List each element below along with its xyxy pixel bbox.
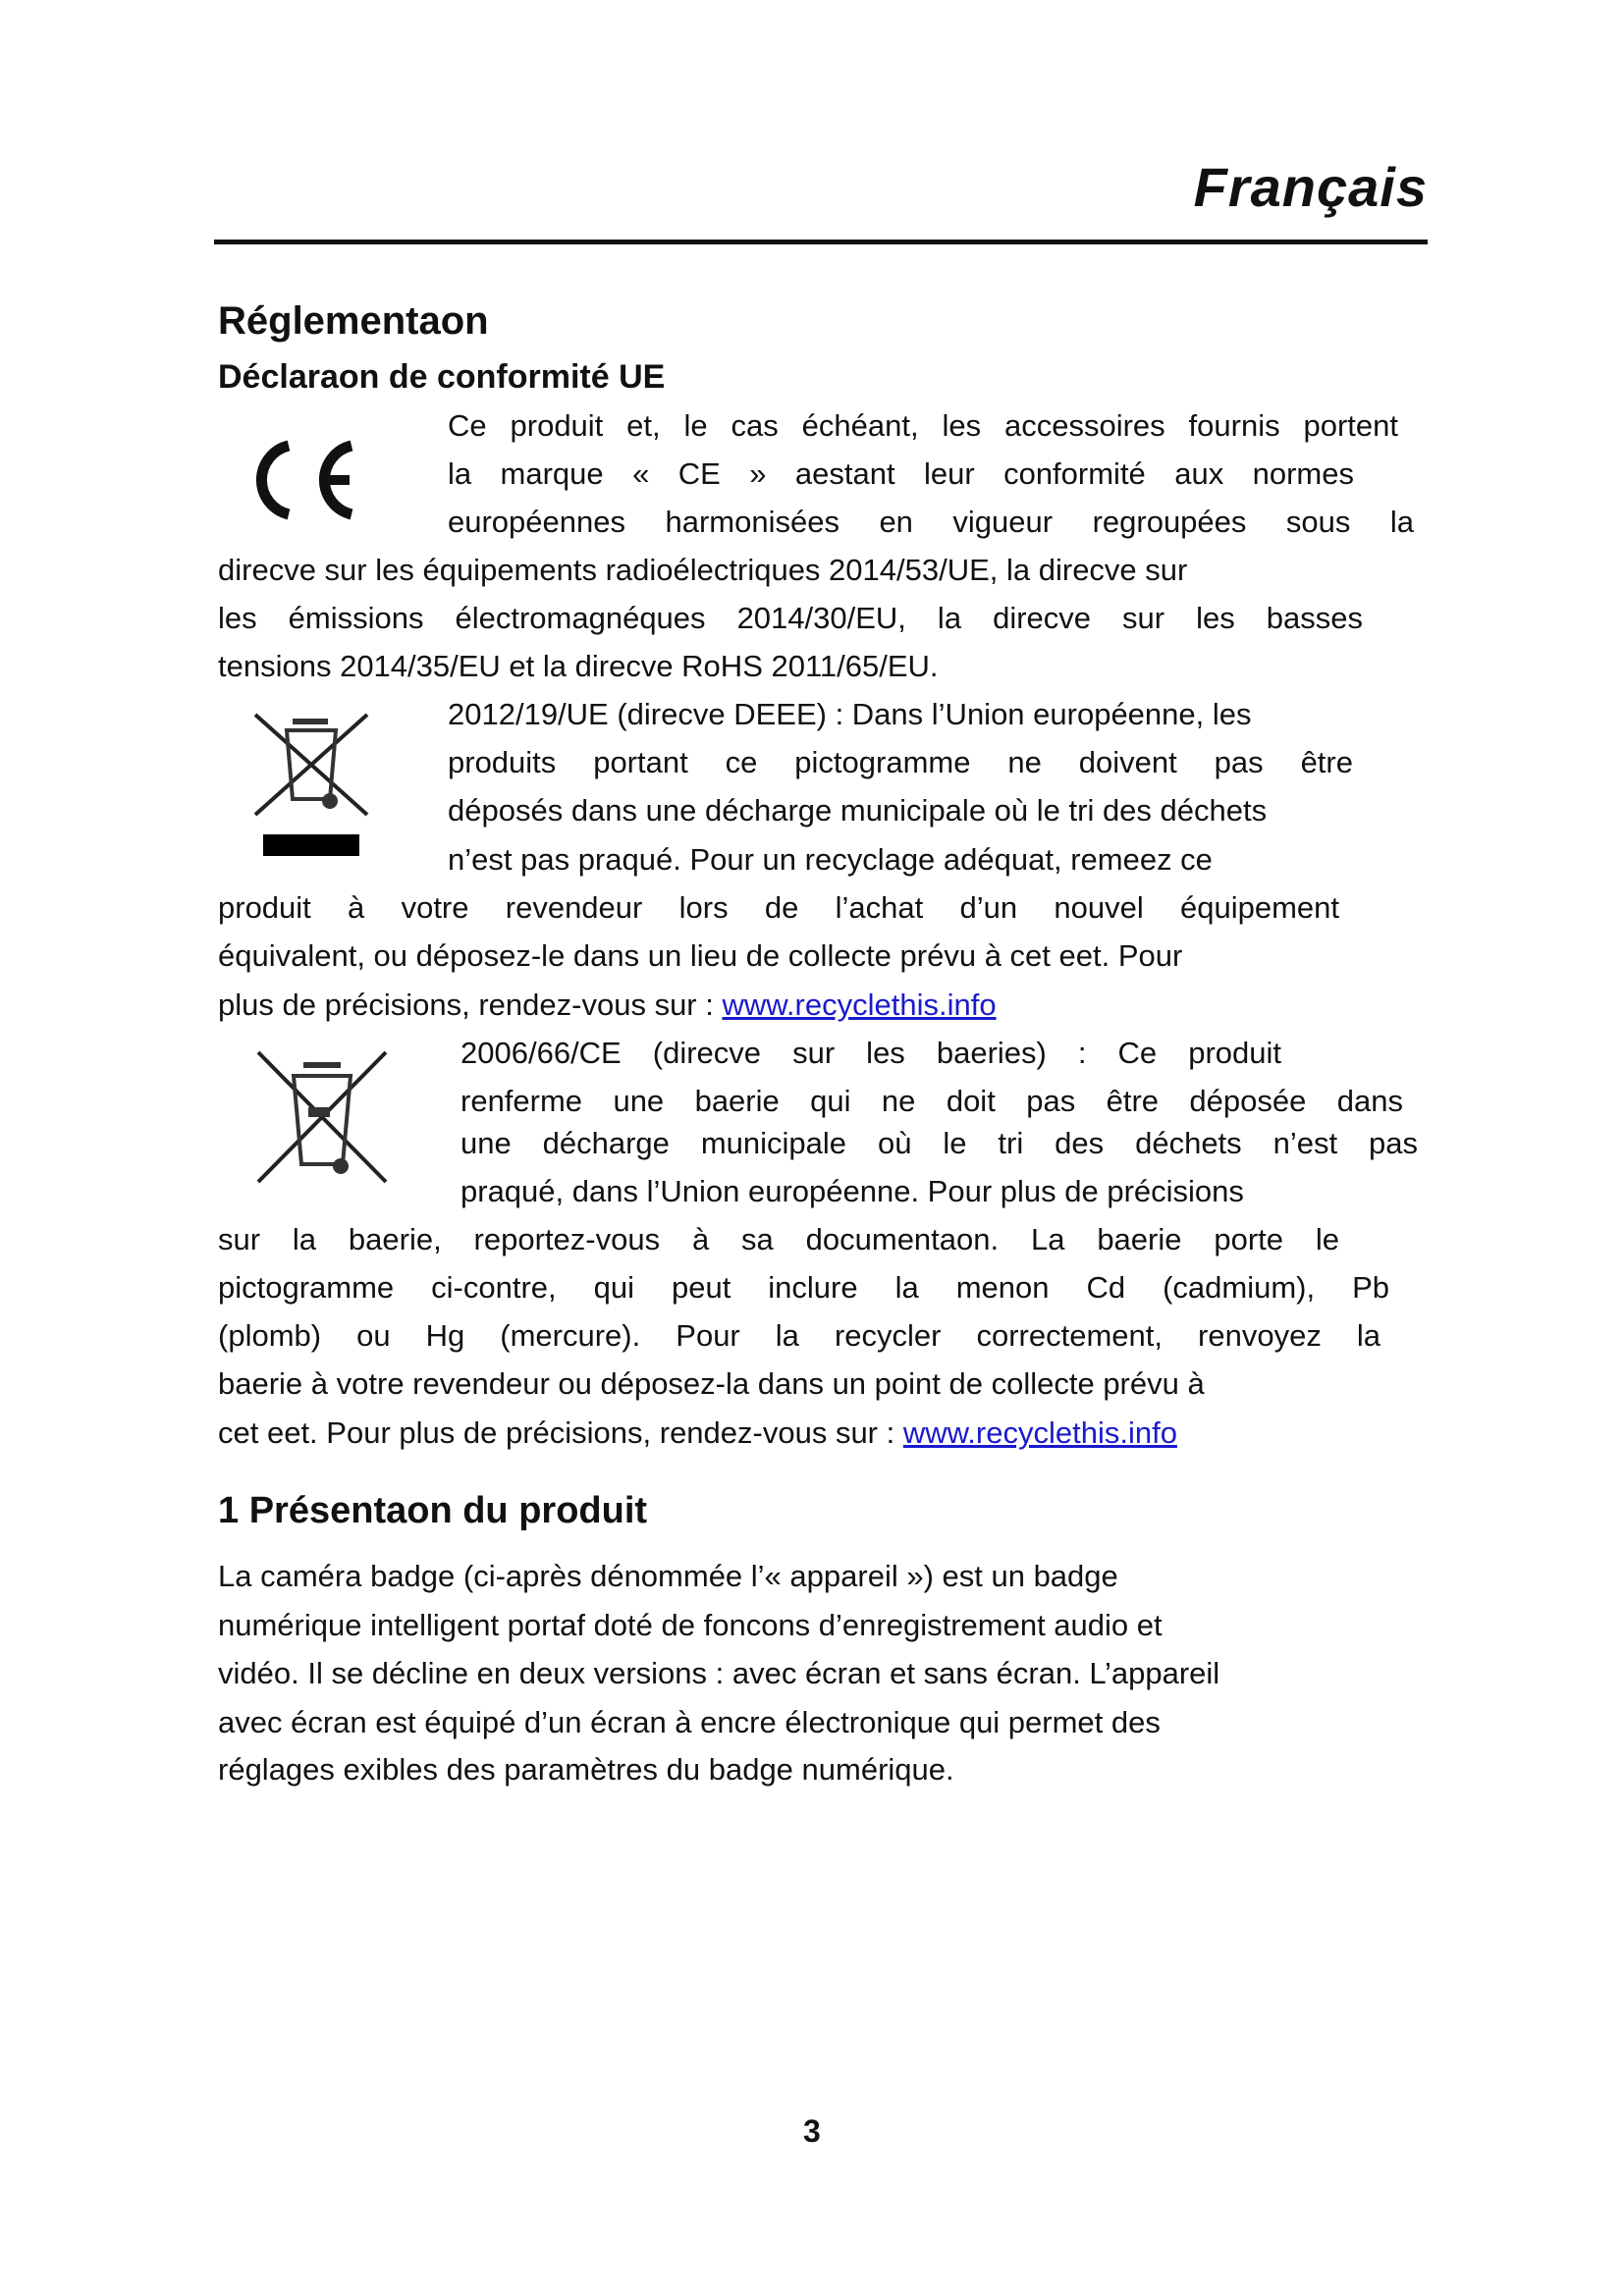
battery-bin-icon <box>254 1048 390 1186</box>
page-number: 3 <box>803 2113 821 2149</box>
weee-line-text: plus de précisions, rendez-vous sur : <box>218 988 723 1022</box>
battery-line <box>218 1409 1177 1458</box>
battery-line-text: cet eet. Pour plus de précisions, rendez-vous sur : <box>218 1415 903 1450</box>
ce-line: direcve sur les équipements radioélectriques 2014/53/UE, la direcve sur <box>218 553 1188 587</box>
weee-line: n’est pas praqué. Pour un recyclage adéquat, remeez ce <box>448 842 1213 877</box>
battery-line: 2006/66/CE (direcve sur les baeries) : Ce produit <box>460 1036 1281 1070</box>
subsection-title: Déclaraon de conformité UE <box>218 358 666 396</box>
ce-line: Ce produit et, le cas échéant, les accessoires fournis portent <box>448 408 1398 443</box>
intro-line: vidéo. Il se décline en deux versions : avec écran et sans écran. L’appareil <box>218 1656 1220 1690</box>
intro-line: numérique intelligent portaf doté de foncons d’enregistrement audio et <box>218 1608 1163 1642</box>
weee-line: produits portant ce pictogramme ne doivent pas être <box>448 745 1353 779</box>
intro-line: La caméra badge (ci-après dénommée l’« appareil ») est un badge <box>218 1559 1118 1593</box>
intro-title: 1 Présentaon du produit <box>218 1490 648 1531</box>
weee-line <box>218 981 997 1030</box>
intro-line: réglages exibles des paramètres du badge numérique. <box>218 1752 954 1787</box>
battery-line: praqué, dans l’Union européenne. Pour plus de précisions <box>460 1174 1244 1208</box>
battery-line: renferme une baerie qui ne doit pas être déposée dans <box>460 1084 1403 1118</box>
weee-line: produit à votre revendeur lors de l’achat d’un nouvel équipement <box>218 890 1339 925</box>
section-title: Réglementaon <box>218 299 489 343</box>
ce-line: les émissions électromagnéques 2014/30/EU, la direcve sur les basses <box>218 601 1363 635</box>
language-header: Français <box>1193 156 1428 218</box>
weee-line: déposés dans une décharge municipale où le tri des déchets <box>448 793 1268 828</box>
battery-line: baerie à votre revendeur ou déposez-la dans un point de collecte prévu à <box>218 1366 1205 1401</box>
intro-line: avec écran est équipé d’un écran à encre électronique qui permet des <box>218 1705 1161 1739</box>
ce-line: tensions 2014/35/EU et la direcve RoHS 2011/65/EU. <box>218 649 939 683</box>
ce-line: européennes harmonisées en vigueur regroupées sous la <box>448 505 1414 539</box>
header-rule <box>214 240 1428 244</box>
battery-line: sur la baerie, reportez-vous à sa documentaon. La baerie porte le <box>218 1222 1339 1256</box>
ce-line: la marque « CE » aestant leur conformité aux normes <box>448 456 1354 491</box>
battery-line: (plomb) ou Hg (mercure). Pour la recycler correctement, renvoyez la <box>218 1318 1380 1353</box>
recyclethis-link[interactable]: www.recyclethis.info <box>722 988 997 1022</box>
battery-line: pictogramme ci-contre, qui peut inclure la menon Cd (cadmium), Pb <box>218 1270 1389 1305</box>
weee-line: équivalent, ou déposez-le dans un lieu de collecte prévu à cet eet. Pour <box>218 938 1183 973</box>
weee-line: 2012/19/UE (direcve DEEE) : Dans l’Union européenne, les <box>448 697 1252 731</box>
ce-mark-icon <box>242 438 361 522</box>
battery-line: une décharge municipale où le tri des déchets n’est pas <box>460 1126 1418 1160</box>
recyclethis-link[interactable]: www.recyclethis.info <box>902 1415 1177 1450</box>
weee-bin-icon <box>251 709 371 858</box>
